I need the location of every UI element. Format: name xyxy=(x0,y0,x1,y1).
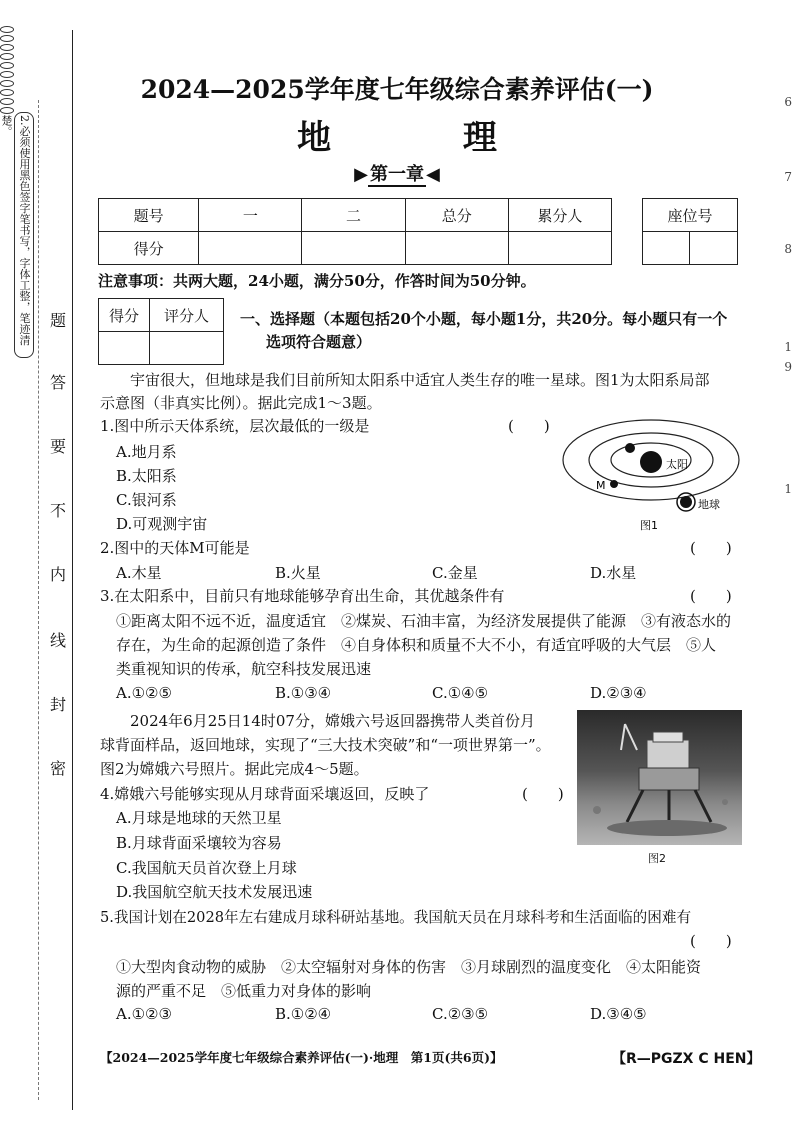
question-text: 类重视知识的传承，航空科技发展迅速 xyxy=(116,660,372,678)
question-stem: 1.图中所示天体系统，层次最低的一级是 xyxy=(100,417,370,435)
chapter-text: 第一章 xyxy=(370,164,424,185)
edge-mark: 6 xyxy=(784,95,792,109)
option[interactable]: C.我国航天员首次登上月球 xyxy=(116,859,297,877)
figure-caption: 图1 xyxy=(640,519,658,532)
sun-label: 太阳 xyxy=(666,458,688,471)
option[interactable]: D.③④⑤ xyxy=(590,1005,647,1023)
planet-m-icon xyxy=(610,480,618,488)
option[interactable]: D.我国航空航天技术发展迅速 xyxy=(116,883,313,901)
seal-char: 不 xyxy=(50,501,67,520)
seat-table xyxy=(642,198,738,265)
margin-line xyxy=(72,30,73,1110)
score-cell[interactable] xyxy=(405,232,508,265)
seal-char: 密 xyxy=(50,759,67,778)
seal-char: 内 xyxy=(50,565,67,584)
grader-label: 评分人 xyxy=(149,299,223,332)
answer-paren[interactable]: ( ) xyxy=(690,539,732,557)
grader-name-cell[interactable] xyxy=(149,332,223,365)
cut-line xyxy=(38,100,39,1100)
section-title: 一、选择题（本题包括20个小题，每小题1分，共20分。每小题只有一个 xyxy=(240,310,728,328)
subject-title: 地 理 xyxy=(297,118,557,158)
score-table-header: 累分人 xyxy=(508,199,611,232)
option[interactable]: C.银河系 xyxy=(116,491,177,509)
option[interactable]: A.木星 xyxy=(116,564,162,582)
m-label: M xyxy=(596,479,606,492)
intro-text: 示意图（非真实比例）。据此完成1～3题。 xyxy=(100,394,382,412)
option[interactable]: B.月球背面采壤较为容易 xyxy=(116,834,282,852)
score-table-header: 一 xyxy=(199,199,302,232)
option[interactable]: B.太阳系 xyxy=(116,467,177,485)
option[interactable]: C.②③⑤ xyxy=(432,1005,489,1023)
lander-photo xyxy=(577,710,742,845)
question-stem: 4.嫦娥六号能够实现从月球背面采壤返回，反映了 xyxy=(100,785,430,803)
seat-label: 座位号 xyxy=(643,199,738,232)
seal-char: 封 xyxy=(50,695,67,714)
edge-mark: 9 xyxy=(784,360,792,374)
binding-instruction: 2.必须使用黑色签字笔书写，字体工整，笔迹清楚。 xyxy=(14,112,34,358)
intro-text: 宇宙很大，但地球是我们目前所知太阳系中适宜人类生存的唯一星球。图1为太阳系局部 xyxy=(130,371,710,389)
option[interactable]: D.水星 xyxy=(590,564,637,582)
answer-paren[interactable]: ( ) xyxy=(522,785,564,803)
option[interactable]: A.地月系 xyxy=(116,443,177,461)
option[interactable]: B.火星 xyxy=(275,564,321,582)
edge-mark: 1 xyxy=(784,340,792,354)
edge-mark: 1 xyxy=(784,482,792,496)
score-table xyxy=(98,198,612,265)
score-row-label: 得分 xyxy=(99,232,199,265)
score-cell[interactable] xyxy=(199,232,302,265)
question-text: 存在，为生命的起源创造了条件 ④自身体积和质量不大不小，有适宜呼吸的大气层 ⑤人 xyxy=(116,636,717,654)
option[interactable]: A.①②③ xyxy=(116,1005,172,1023)
option[interactable]: C.①④⑤ xyxy=(432,684,489,702)
seal-char: 题 xyxy=(50,311,67,330)
exam-title: 2024—2025学年度七年级综合素养评估(一) xyxy=(140,75,654,104)
question-stem: 2.图中的天体M可能是 xyxy=(100,539,250,557)
answer-paren[interactable]: ( ) xyxy=(690,587,732,605)
question-text: ①距离太阳不远不近，温度适宜 ②煤炭、石油丰富，为经济发展提供了能源 ③有液态水的 xyxy=(116,612,732,630)
edge-mark: 7 xyxy=(784,170,792,184)
score-cell[interactable] xyxy=(508,232,611,265)
option[interactable]: D.可观测宇宙 xyxy=(116,515,208,533)
score-cell[interactable] xyxy=(302,232,405,265)
score-table-header: 二 xyxy=(302,199,405,232)
exam-code: 【R—PGZX C HEN】 xyxy=(612,1051,761,1067)
grader-score-label: 得分 xyxy=(99,299,150,332)
question-stem: 5.我国计划在2028年左右建成月球科研站基地。我国航天员在月球科考和生活面临的困难有 xyxy=(100,909,692,926)
score-table-header: 总分 xyxy=(405,199,508,232)
chapter-label: ▶ 第一章 ◀ xyxy=(354,164,440,185)
seat-cell[interactable] xyxy=(690,232,738,265)
option[interactable]: A.①②⑤ xyxy=(116,684,172,702)
seat-cell[interactable] xyxy=(643,232,690,265)
option[interactable]: C.金星 xyxy=(432,564,478,582)
seal-char: 答 xyxy=(50,373,67,392)
grader-table xyxy=(98,298,224,365)
solar-system-figure xyxy=(556,412,746,537)
option[interactable]: B.①②④ xyxy=(275,1005,332,1023)
option[interactable]: A.月球是地球的天然卫星 xyxy=(116,809,282,827)
option[interactable]: B.①③④ xyxy=(275,684,332,702)
score-table-header: 题号 xyxy=(99,199,199,232)
change6-lander-image xyxy=(577,710,742,845)
edge-mark: 8 xyxy=(784,242,792,256)
question-text: ①大型肉食动物的威胁 ②太空辐射对身体的伤害 ③月球剧烈的温度变化 ④太阳能资 xyxy=(116,958,702,976)
earth-label: 地球 xyxy=(698,498,720,511)
seal-char: 线 xyxy=(50,631,67,650)
answer-paren[interactable]: ( ) xyxy=(690,932,732,950)
option[interactable]: D.②③④ xyxy=(590,684,647,702)
question-text: 源的严重不足 ⑤低重力对身体的影响 xyxy=(116,982,372,1000)
page-footer: 【2024—2025学年度七年级综合素养评估(一)·地理 第1页(共6页)】 xyxy=(100,1050,503,1065)
planet-icon xyxy=(625,443,635,453)
figure-caption: 图2 xyxy=(648,852,666,865)
intro-text: 球背面样品，返回地球，实现了“三大技术突破”和“一项世界第一”。 xyxy=(100,736,551,754)
sun-icon xyxy=(640,451,662,473)
section-title-cont: 选项符合题意） xyxy=(266,333,372,351)
grader-score-cell[interactable] xyxy=(99,332,150,365)
seal-char: 要 xyxy=(50,437,67,456)
earth-icon xyxy=(680,496,692,508)
intro-text: 图2为嫦娥六号照片。据此完成4～5题。 xyxy=(100,760,369,778)
intro-text: 2024年6月25日14时07分，嫦娥六号返回器携带人类首份月 xyxy=(130,712,535,730)
notice: 注意事项：共两大题，24小题，满分50分，作答时间为50分钟。 xyxy=(98,272,536,290)
answer-paren[interactable]: ( ) xyxy=(508,417,550,435)
question-stem: 3.在太阳系中，目前只有地球能够孕育出生命，其优越条件有 xyxy=(100,587,505,605)
